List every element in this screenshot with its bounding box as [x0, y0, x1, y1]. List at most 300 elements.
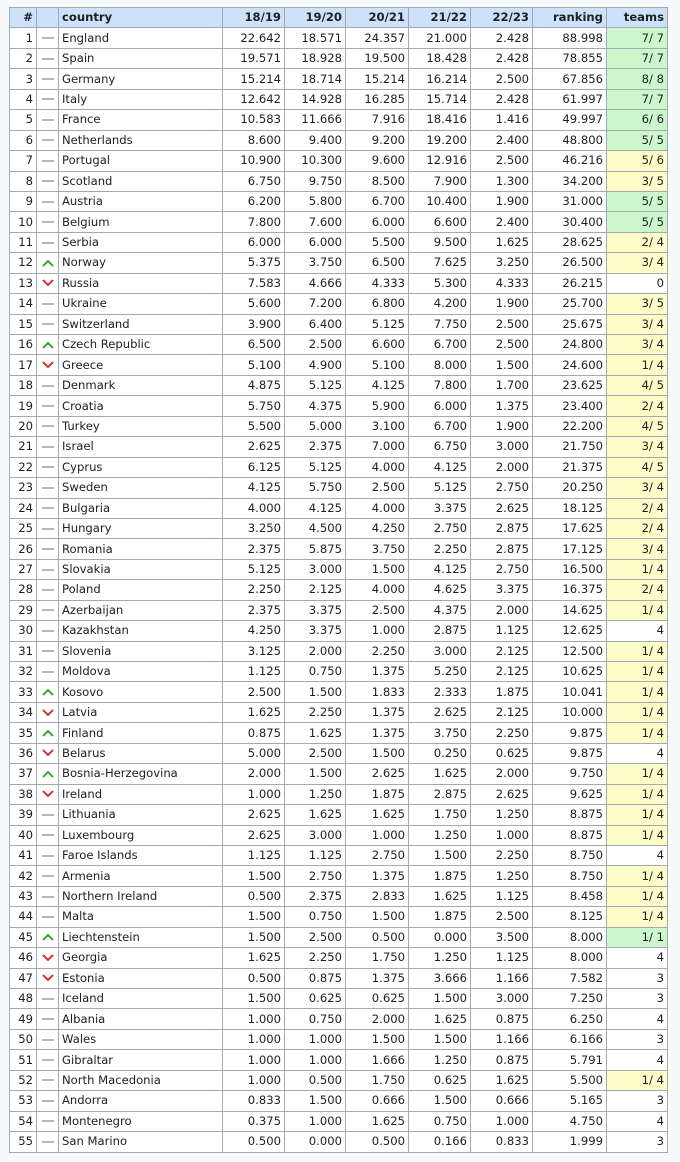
teams-cell: 4: [607, 1111, 668, 1131]
season-22-23-cell: 2.500: [471, 314, 533, 334]
trend-unchanged-icon: [41, 421, 55, 431]
ranking-cell: 9.875: [533, 723, 607, 743]
ranking-cell: 10.625: [533, 662, 607, 682]
season-20-21-cell: 2.833: [346, 886, 409, 906]
header-season-18-19[interactable]: 18/19: [223, 8, 285, 28]
header-ranking[interactable]: ranking: [533, 8, 607, 28]
teams-cell: 4: [607, 1050, 668, 1070]
season-20-21-cell: 0.666: [346, 1091, 409, 1111]
season-21-22-cell: 6.700: [409, 416, 471, 436]
season-18-19-cell: 1.500: [223, 866, 285, 886]
season-21-22-cell: 2.333: [409, 682, 471, 702]
season-19-20-cell: 1.250: [285, 784, 346, 804]
country-cell: Northern Ireland: [59, 886, 223, 906]
season-19-20-cell: 0.750: [285, 1009, 346, 1029]
table-row: [10, 1029, 668, 1049]
ranking-cell: 6.166: [533, 1029, 607, 1049]
teams-cell: 5/ 5: [607, 191, 668, 211]
position-cell: 48: [10, 989, 37, 1009]
season-22-23-cell: 3.000: [471, 437, 533, 457]
trend-cell: [37, 723, 59, 743]
trend-cell: [37, 355, 59, 375]
season-20-21-cell: 1.375: [346, 702, 409, 722]
season-21-22-cell: 4.625: [409, 580, 471, 600]
ranking-cell: 9.625: [533, 784, 607, 804]
teams-cell: 1/ 4: [607, 886, 668, 906]
season-20-21-cell: 1.666: [346, 1050, 409, 1070]
position-cell: 19: [10, 396, 37, 416]
table-row: [10, 621, 668, 641]
country-cell: Wales: [59, 1029, 223, 1049]
position-cell: 36: [10, 743, 37, 763]
position-cell: 54: [10, 1111, 37, 1131]
season-18-19-cell: 2.000: [223, 764, 285, 784]
season-20-21-cell: 6.700: [346, 191, 409, 211]
season-21-22-cell: 3.375: [409, 498, 471, 518]
position-cell: 25: [10, 518, 37, 538]
position-cell: 18: [10, 375, 37, 395]
season-20-21-cell: 8.500: [346, 171, 409, 191]
table-row: [10, 416, 668, 436]
country-cell: Romania: [59, 539, 223, 559]
season-18-19-cell: 5.500: [223, 416, 285, 436]
table-row: [10, 682, 668, 702]
table-row: [10, 151, 668, 171]
season-21-22-cell: 4.125: [409, 559, 471, 579]
season-22-23-cell: 2.875: [471, 518, 533, 538]
trend-unchanged-icon: [41, 74, 55, 84]
ranking-cell: 88.998: [533, 28, 607, 48]
teams-cell: 5/ 6: [607, 151, 668, 171]
season-18-19-cell: 4.250: [223, 621, 285, 641]
trend-cell: [37, 498, 59, 518]
teams-cell: 1/ 4: [607, 825, 668, 845]
season-20-21-cell: 5.500: [346, 232, 409, 252]
season-22-23-cell: 1.500: [471, 355, 533, 375]
season-18-19-cell: 1.000: [223, 784, 285, 804]
season-19-20-cell: 0.625: [285, 989, 346, 1009]
season-18-19-cell: 2.625: [223, 437, 285, 457]
season-21-22-cell: 1.625: [409, 1009, 471, 1029]
teams-cell: 2/ 4: [607, 580, 668, 600]
header-season-20-21[interactable]: 20/21: [346, 8, 409, 28]
trend-down-icon: [41, 278, 55, 288]
season-18-19-cell: 6.750: [223, 171, 285, 191]
position-cell: 16: [10, 335, 37, 355]
country-cell: Estonia: [59, 968, 223, 988]
season-22-23-cell: 0.875: [471, 1009, 533, 1029]
country-cell: Serbia: [59, 232, 223, 252]
country-cell: Malta: [59, 907, 223, 927]
country-cell: Austria: [59, 191, 223, 211]
ranking-cell: 16.500: [533, 559, 607, 579]
season-22-23-cell: 2.250: [471, 723, 533, 743]
header-season-21-22[interactable]: 21/22: [409, 8, 471, 28]
season-19-20-cell: 11.666: [285, 110, 346, 130]
season-20-21-cell: 24.357: [346, 28, 409, 48]
trend-cell: [37, 375, 59, 395]
trend-cell: [37, 212, 59, 232]
trend-cell: [37, 927, 59, 947]
season-18-19-cell: 5.750: [223, 396, 285, 416]
country-cell: Greece: [59, 355, 223, 375]
ranking-cell: 24.800: [533, 335, 607, 355]
season-20-21-cell: 1.833: [346, 682, 409, 702]
trend-unchanged-icon: [41, 135, 55, 145]
season-20-21-cell: 2.500: [346, 478, 409, 498]
position-cell: 44: [10, 907, 37, 927]
country-cell: Latvia: [59, 702, 223, 722]
position-cell: 31: [10, 641, 37, 661]
season-22-23-cell: 1.416: [471, 110, 533, 130]
position-cell: 34: [10, 702, 37, 722]
season-21-22-cell: 0.750: [409, 1111, 471, 1131]
position-cell: 40: [10, 825, 37, 845]
teams-cell: 5/ 5: [607, 130, 668, 150]
trend-cell: [37, 335, 59, 355]
season-21-22-cell: 2.875: [409, 621, 471, 641]
trend-unchanged-icon: [41, 830, 55, 840]
trend-cell: [37, 28, 59, 48]
season-18-19-cell: 5.000: [223, 743, 285, 763]
country-cell: Russia: [59, 273, 223, 293]
country-cell: Germany: [59, 69, 223, 89]
season-18-19-cell: 2.375: [223, 600, 285, 620]
country-cell: Switzerland: [59, 314, 223, 334]
season-20-21-cell: 0.500: [346, 927, 409, 947]
season-19-20-cell: 3.750: [285, 253, 346, 273]
season-19-20-cell: 1.625: [285, 805, 346, 825]
position-cell: 4: [10, 89, 37, 109]
country-cell: Andorra: [59, 1091, 223, 1111]
season-19-20-cell: 5.800: [285, 191, 346, 211]
season-19-20-cell: 4.125: [285, 498, 346, 518]
trend-unchanged-icon: [41, 1137, 55, 1147]
season-20-21-cell: 9.600: [346, 151, 409, 171]
trend-unchanged-icon: [41, 156, 55, 166]
teams-cell: 6/ 6: [607, 110, 668, 130]
trend-unchanged-icon: [41, 442, 55, 452]
season-21-22-cell: 16.214: [409, 69, 471, 89]
country-cell: Kazakhstan: [59, 621, 223, 641]
season-19-20-cell: 4.666: [285, 273, 346, 293]
trend-cell: [37, 1111, 59, 1131]
table-body: [10, 28, 668, 1152]
teams-cell: 7/ 7: [607, 89, 668, 109]
ranking-cell: 20.250: [533, 478, 607, 498]
trend-unchanged-icon: [41, 1014, 55, 1024]
table-row: [10, 927, 668, 947]
country-cell: Netherlands: [59, 130, 223, 150]
season-21-22-cell: 6.000: [409, 396, 471, 416]
country-cell: Spain: [59, 48, 223, 68]
season-22-23-cell: 1.300: [471, 171, 533, 191]
season-18-19-cell: 6.500: [223, 335, 285, 355]
season-22-23-cell: 2.125: [471, 641, 533, 661]
teams-cell: 1/ 4: [607, 805, 668, 825]
season-19-20-cell: 3.375: [285, 621, 346, 641]
position-cell: 21: [10, 437, 37, 457]
ranking-cell: 16.375: [533, 580, 607, 600]
ranking-cell: 6.250: [533, 1009, 607, 1029]
country-cell: Armenia: [59, 866, 223, 886]
trend-unchanged-icon: [41, 115, 55, 125]
position-cell: 27: [10, 559, 37, 579]
ranking-cell: 30.400: [533, 212, 607, 232]
position-cell: 23: [10, 478, 37, 498]
table-row: [10, 69, 668, 89]
season-18-19-cell: 2.500: [223, 682, 285, 702]
season-22-23-cell: 2.000: [471, 764, 533, 784]
season-18-19-cell: 3.125: [223, 641, 285, 661]
season-19-20-cell: 2.750: [285, 866, 346, 886]
season-21-22-cell: 2.625: [409, 702, 471, 722]
table-row: [10, 314, 668, 334]
season-20-21-cell: 16.285: [346, 89, 409, 109]
ranking-cell: 10.041: [533, 682, 607, 702]
position-cell: 30: [10, 621, 37, 641]
teams-cell: 1/ 4: [607, 866, 668, 886]
ranking-cell: 8.458: [533, 886, 607, 906]
trend-unchanged-icon: [41, 319, 55, 329]
table-row: [10, 559, 668, 579]
header-position[interactable]: #: [10, 8, 37, 28]
trend-unchanged-icon: [41, 238, 55, 248]
table-row: [10, 968, 668, 988]
position-cell: 7: [10, 151, 37, 171]
teams-cell: 5/ 5: [607, 212, 668, 232]
position-cell: 47: [10, 968, 37, 988]
teams-cell: 1/ 4: [607, 1070, 668, 1090]
season-18-19-cell: 0.875: [223, 723, 285, 743]
ranking-cell: 8.750: [533, 845, 607, 865]
trend-cell: [37, 682, 59, 702]
teams-cell: 4: [607, 621, 668, 641]
ranking-cell: 26.215: [533, 273, 607, 293]
ranking-cell: 5.165: [533, 1091, 607, 1111]
teams-cell: 1/ 4: [607, 784, 668, 804]
season-22-23-cell: 2.625: [471, 784, 533, 804]
country-cell: Denmark: [59, 375, 223, 395]
ranking-cell: 9.875: [533, 743, 607, 763]
teams-cell: 3/ 4: [607, 478, 668, 498]
season-20-21-cell: 4.333: [346, 273, 409, 293]
season-18-19-cell: 0.833: [223, 1091, 285, 1111]
ranking-cell: 9.750: [533, 764, 607, 784]
season-19-20-cell: 3.375: [285, 600, 346, 620]
teams-cell: 1/ 4: [607, 723, 668, 743]
table-row: [10, 478, 668, 498]
country-cell: Norway: [59, 253, 223, 273]
teams-cell: 3: [607, 1132, 668, 1152]
season-20-21-cell: 6.000: [346, 212, 409, 232]
ranking-cell: 8.000: [533, 948, 607, 968]
country-cell: Belarus: [59, 743, 223, 763]
trend-unchanged-icon: [41, 1055, 55, 1065]
season-22-23-cell: 3.500: [471, 927, 533, 947]
country-cell: North Macedonia: [59, 1070, 223, 1090]
season-20-21-cell: 1.750: [346, 1070, 409, 1090]
season-22-23-cell: 2.400: [471, 130, 533, 150]
country-cell: Israel: [59, 437, 223, 457]
trend-unchanged-icon: [41, 401, 55, 411]
season-19-20-cell: 2.500: [285, 335, 346, 355]
country-cell: Gibraltar: [59, 1050, 223, 1070]
season-19-20-cell: 4.375: [285, 396, 346, 416]
teams-cell: 4: [607, 1009, 668, 1029]
table-row: [10, 805, 668, 825]
season-20-21-cell: 5.125: [346, 314, 409, 334]
country-cell: Croatia: [59, 396, 223, 416]
season-22-23-cell: 2.400: [471, 212, 533, 232]
trend-unchanged-icon: [41, 462, 55, 472]
trend-unchanged-icon: [41, 544, 55, 554]
country-cell: Slovakia: [59, 559, 223, 579]
country-cell: Liechtenstein: [59, 927, 223, 947]
trend-cell: [37, 478, 59, 498]
ranking-cell: 22.200: [533, 416, 607, 436]
season-22-23-cell: 1.125: [471, 621, 533, 641]
season-22-23-cell: 3.375: [471, 580, 533, 600]
season-19-20-cell: 10.300: [285, 151, 346, 171]
season-18-19-cell: 1.500: [223, 927, 285, 947]
teams-cell: 1/ 4: [607, 559, 668, 579]
table-row: [10, 989, 668, 1009]
position-cell: 14: [10, 294, 37, 314]
season-20-21-cell: 2.250: [346, 641, 409, 661]
teams-cell: 3: [607, 989, 668, 1009]
season-18-19-cell: 15.214: [223, 69, 285, 89]
country-cell: Hungary: [59, 518, 223, 538]
position-cell: 45: [10, 927, 37, 947]
country-cell: Moldova: [59, 662, 223, 682]
header-teams[interactable]: teams: [607, 8, 668, 28]
position-cell: 37: [10, 764, 37, 784]
teams-cell: 7/ 7: [607, 48, 668, 68]
season-19-20-cell: 9.400: [285, 130, 346, 150]
season-22-23-cell: 1.375: [471, 396, 533, 416]
season-21-22-cell: 10.400: [409, 191, 471, 211]
season-20-21-cell: 1.000: [346, 825, 409, 845]
season-19-20-cell: 5.125: [285, 375, 346, 395]
country-cell: Ukraine: [59, 294, 223, 314]
season-20-21-cell: 6.800: [346, 294, 409, 314]
ranking-cell: 8.875: [533, 825, 607, 845]
position-cell: 49: [10, 1009, 37, 1029]
ranking-cell: 8.000: [533, 927, 607, 947]
season-18-19-cell: 1.000: [223, 1070, 285, 1090]
table-row: [10, 723, 668, 743]
season-19-20-cell: 5.000: [285, 416, 346, 436]
season-21-22-cell: 4.200: [409, 294, 471, 314]
trend-cell: [37, 764, 59, 784]
season-21-22-cell: 12.916: [409, 151, 471, 171]
season-19-20-cell: 2.500: [285, 927, 346, 947]
season-21-22-cell: 3.750: [409, 723, 471, 743]
season-22-23-cell: 0.625: [471, 743, 533, 763]
season-18-19-cell: 1.625: [223, 702, 285, 722]
table-row: [10, 641, 668, 661]
season-21-22-cell: 5.300: [409, 273, 471, 293]
trend-unchanged-icon: [41, 1096, 55, 1106]
season-21-22-cell: 4.125: [409, 457, 471, 477]
trend-up-icon: [41, 932, 55, 942]
season-22-23-cell: 2.625: [471, 498, 533, 518]
season-22-23-cell: 2.428: [471, 89, 533, 109]
season-21-22-cell: 0.000: [409, 927, 471, 947]
position-cell: 43: [10, 886, 37, 906]
header-season-22-23[interactable]: 22/23: [471, 8, 533, 28]
header-country[interactable]: country: [59, 8, 223, 28]
trend-cell: [37, 968, 59, 988]
teams-cell: 3/ 4: [607, 253, 668, 273]
season-21-22-cell: 1.875: [409, 866, 471, 886]
season-21-22-cell: 7.625: [409, 253, 471, 273]
country-ranking-table: [9, 7, 668, 1153]
table-row: [10, 294, 668, 314]
season-20-21-cell: 6.500: [346, 253, 409, 273]
table-row: [10, 171, 668, 191]
table-row: [10, 662, 668, 682]
season-18-19-cell: 1.000: [223, 1050, 285, 1070]
table-row: [10, 518, 668, 538]
season-18-19-cell: 3.250: [223, 518, 285, 538]
season-20-21-cell: 4.000: [346, 498, 409, 518]
ranking-cell: 8.125: [533, 907, 607, 927]
season-18-19-cell: 0.500: [223, 886, 285, 906]
table-row: [10, 600, 668, 620]
season-21-22-cell: 6.600: [409, 212, 471, 232]
country-cell: Albania: [59, 1009, 223, 1029]
season-19-20-cell: 2.125: [285, 580, 346, 600]
season-19-20-cell: 0.000: [285, 1132, 346, 1152]
trend-cell: [37, 805, 59, 825]
season-19-20-cell: 9.750: [285, 171, 346, 191]
trend-cell: [37, 232, 59, 252]
season-18-19-cell: 8.600: [223, 130, 285, 150]
teams-cell: 3/ 4: [607, 539, 668, 559]
trend-unchanged-icon: [41, 851, 55, 861]
season-20-21-cell: 0.500: [346, 1132, 409, 1152]
trend-up-icon: [41, 728, 55, 738]
season-18-19-cell: 6.000: [223, 232, 285, 252]
season-22-23-cell: 2.000: [471, 600, 533, 620]
position-cell: 3: [10, 69, 37, 89]
ranking-cell: 17.625: [533, 518, 607, 538]
season-20-21-cell: 2.750: [346, 845, 409, 865]
season-18-19-cell: 6.125: [223, 457, 285, 477]
teams-cell: 2/ 4: [607, 518, 668, 538]
season-20-21-cell: 1.375: [346, 723, 409, 743]
season-19-20-cell: 1.625: [285, 723, 346, 743]
header-season-19-20[interactable]: 19/20: [285, 8, 346, 28]
trend-cell: [37, 866, 59, 886]
season-20-21-cell: 5.900: [346, 396, 409, 416]
teams-cell: 3/ 4: [607, 314, 668, 334]
ranking-cell: 12.500: [533, 641, 607, 661]
teams-cell: 1/ 4: [607, 682, 668, 702]
season-21-22-cell: 3.666: [409, 968, 471, 988]
trend-unchanged-icon: [41, 1116, 55, 1126]
season-20-21-cell: 3.100: [346, 416, 409, 436]
teams-cell: 1/ 4: [607, 641, 668, 661]
ranking-cell: 49.997: [533, 110, 607, 130]
season-19-20-cell: 2.500: [285, 743, 346, 763]
country-cell: England: [59, 28, 223, 48]
trend-unchanged-icon: [41, 810, 55, 820]
teams-cell: 1/ 4: [607, 600, 668, 620]
table-row: [10, 539, 668, 559]
